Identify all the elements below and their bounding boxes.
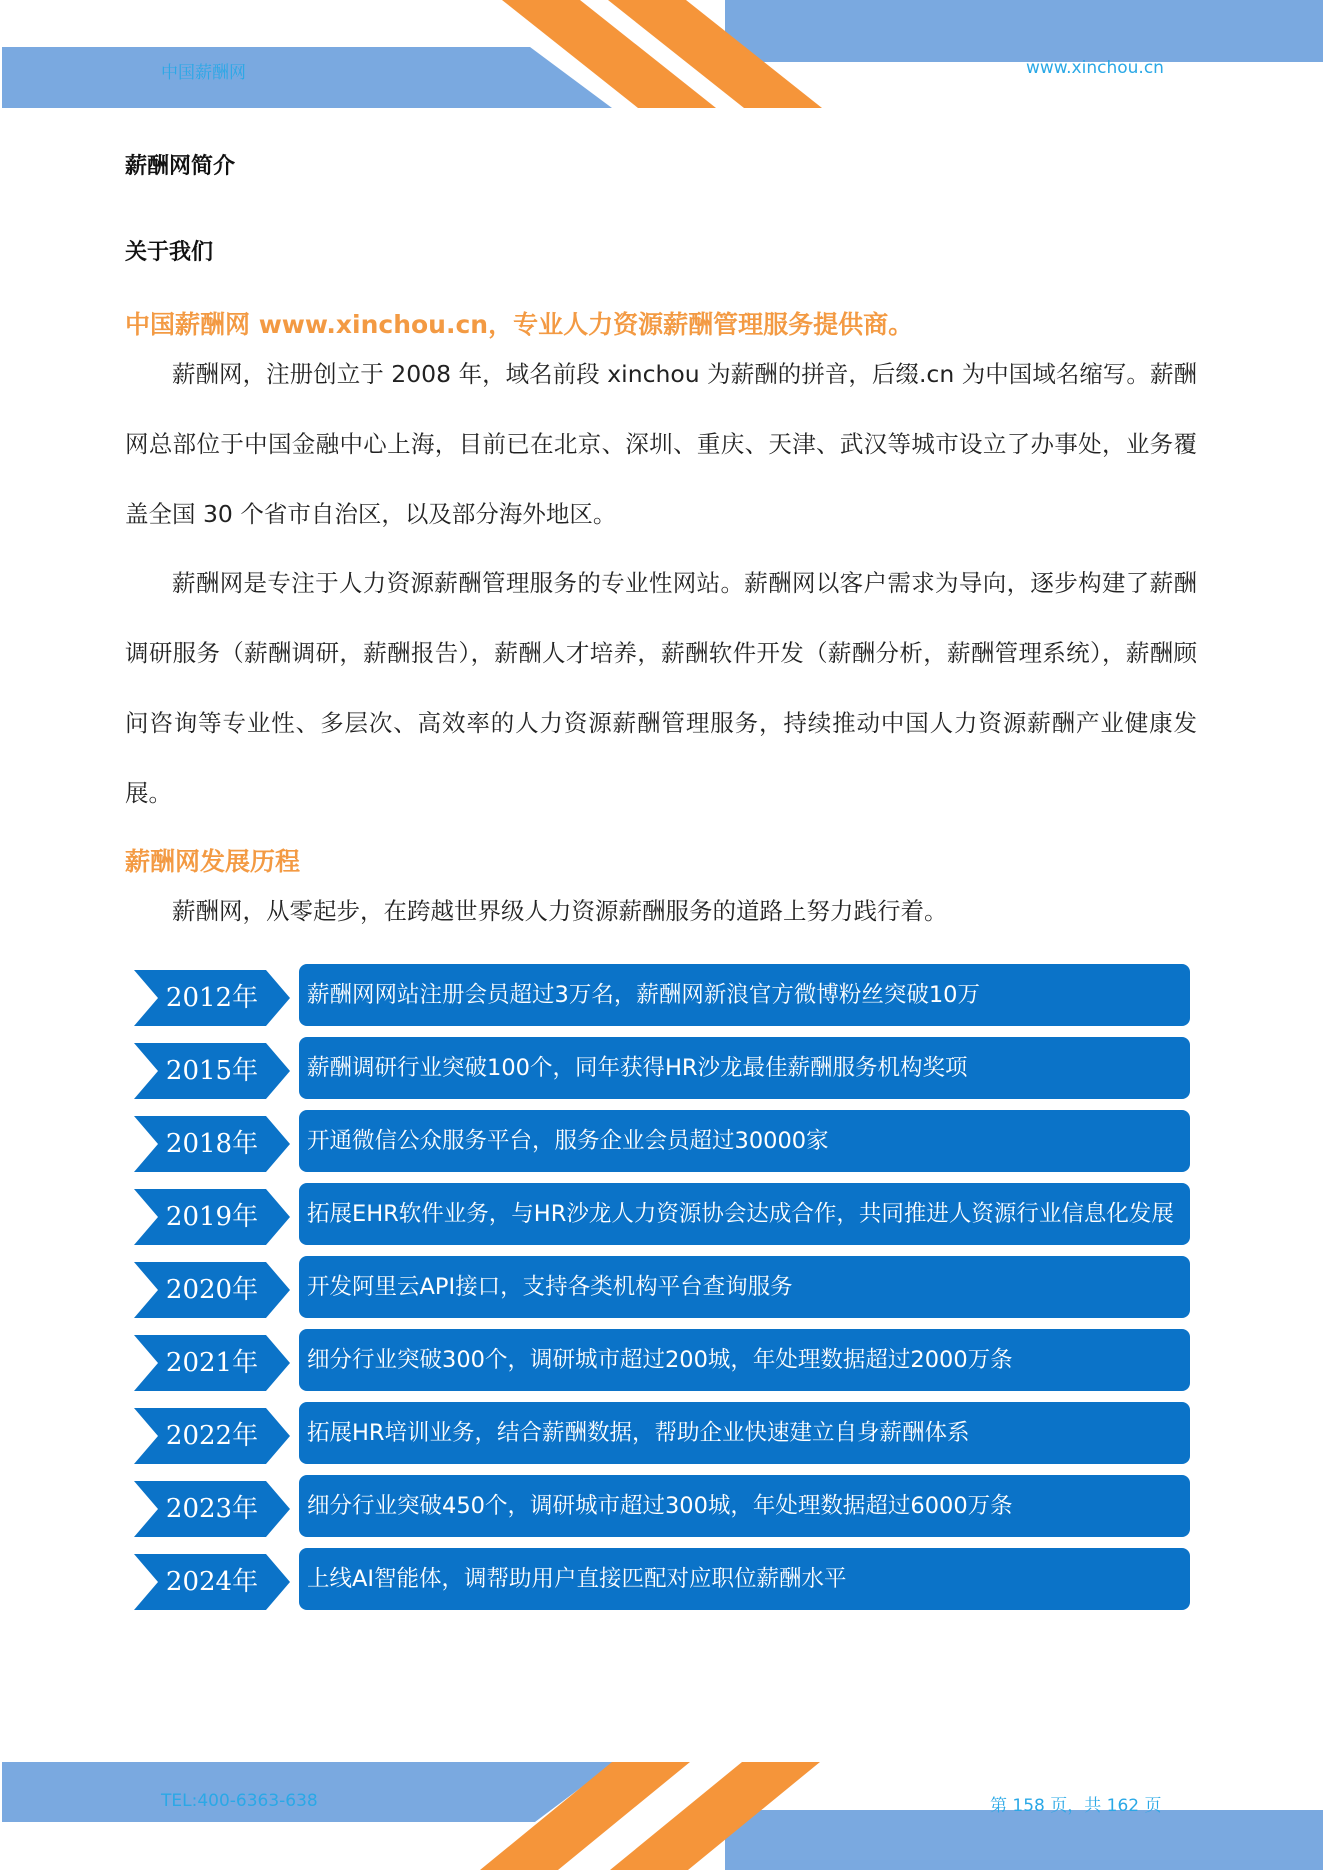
timeline-row	[132, 964, 1192, 1026]
timeline-event: 拓展HR培训业务，结合薪酬数据，帮助企业快速建立自身薪酬体系	[299, 1402, 1190, 1464]
timeline-year: 2020年	[165, 1275, 259, 1305]
footer-page-info: 第 158 页，共 162 页	[990, 1796, 1162, 1816]
intro-paragraph-1: 薪酬网，注册创立于 2008 年，域名前段 xinchou 为薪酬的拼音，后缀.cn 为中国域名缩写。薪酬网总部位于中国金融中心上海，目前已在北京、深圳、重庆、天津、武汉等城市设立了办事处，业务覆盖全国 30 个省市自治区，以及部分海外地区。	[125, 360, 1197, 528]
timeline-year-badge	[132, 1262, 292, 1318]
header-website: www.xinchou.cn	[1026, 58, 1164, 78]
timeline-event: 薪酬调研行业突破100个，同年获得HR沙龙最佳薪酬服务机构奖项	[299, 1037, 1190, 1099]
timeline-row	[132, 1402, 1192, 1464]
timeline-year: 2012年	[165, 983, 259, 1013]
timeline-year-badge	[132, 1189, 292, 1245]
timeline-year: 2022年	[165, 1421, 259, 1451]
timeline-year-badge	[132, 1408, 292, 1464]
timeline-year-badge	[132, 1043, 292, 1099]
header-brand: 中国薪酬网	[161, 63, 246, 83]
timeline-year-badge	[132, 1116, 292, 1172]
timeline-year: 2015年	[165, 1056, 259, 1086]
timeline-year: 2023年	[165, 1494, 259, 1524]
timeline-year-badge	[132, 1335, 292, 1391]
timeline-event: 开通微信公众服务平台，服务企业会员超过30000家	[299, 1110, 1190, 1172]
timeline-year-badge	[132, 970, 292, 1026]
timeline-year-badge	[132, 1554, 292, 1610]
footer-tel: TEL:400-6363-638	[161, 1791, 318, 1811]
timeline-row	[132, 1475, 1192, 1537]
timeline-event: 上线AI智能体，调帮助用户直接匹配对应职位薪酬水平	[299, 1548, 1190, 1610]
timeline-event: 细分行业突破450个，调研城市超过300城，年处理数据超过6000万条	[299, 1475, 1190, 1537]
timeline-row	[132, 1183, 1192, 1245]
timeline-event: 开发阿里云API接口，支持各类机构平台查询服务	[299, 1256, 1190, 1318]
timeline-row	[132, 1548, 1192, 1610]
timeline-event: 细分行业突破300个，调研城市超过200城，年处理数据超过2000万条	[299, 1329, 1190, 1391]
timeline-row	[132, 1110, 1192, 1172]
timeline-event: 拓展EHR软件业务，与HR沙龙人力资源协会达成合作，共同推进人资源行业信息化发展	[299, 1183, 1190, 1245]
timeline-year: 2024年	[165, 1567, 259, 1597]
timeline-row	[132, 1256, 1192, 1318]
timeline-year: 2018年	[165, 1129, 259, 1159]
about-title: 关于我们	[125, 240, 214, 265]
history-title: 薪酬网发展历程	[125, 847, 301, 876]
timeline-year: 2021年	[165, 1348, 259, 1378]
timeline-year-badge	[132, 1481, 292, 1537]
history-intro: 薪酬网，从零起步，在跨越世界级人力资源薪酬服务的道路上努力践行着。	[172, 897, 948, 925]
timeline-row	[132, 1037, 1192, 1099]
section-title: 薪酬网简介	[125, 154, 236, 179]
tagline: 中国薪酬网 www.xinchou.cn，专业人力资源薪酬管理服务提供商。	[125, 310, 914, 339]
timeline-event: 薪酬网网站注册会员超过3万名，薪酬网新浪官方微博粉丝突破10万	[299, 964, 1190, 1026]
intro-paragraph-2: 薪酬网是专注于人力资源薪酬管理服务的专业性网站。薪酬网以客户需求为导向，逐步构建了薪酬调研服务（薪酬调研，薪酬报告），薪酬人才培养，薪酬软件开发（薪酬分析，薪酬管理系统），薪酬顾问咨询等专业性、多层次、高效率的人力资源薪酬管理服务，持续推动中国人力资源薪酬产业健康发展。	[125, 569, 1197, 807]
timeline-row	[132, 1329, 1192, 1391]
timeline-year: 2019年	[165, 1202, 259, 1232]
header-decoration	[0, 0, 1323, 110]
